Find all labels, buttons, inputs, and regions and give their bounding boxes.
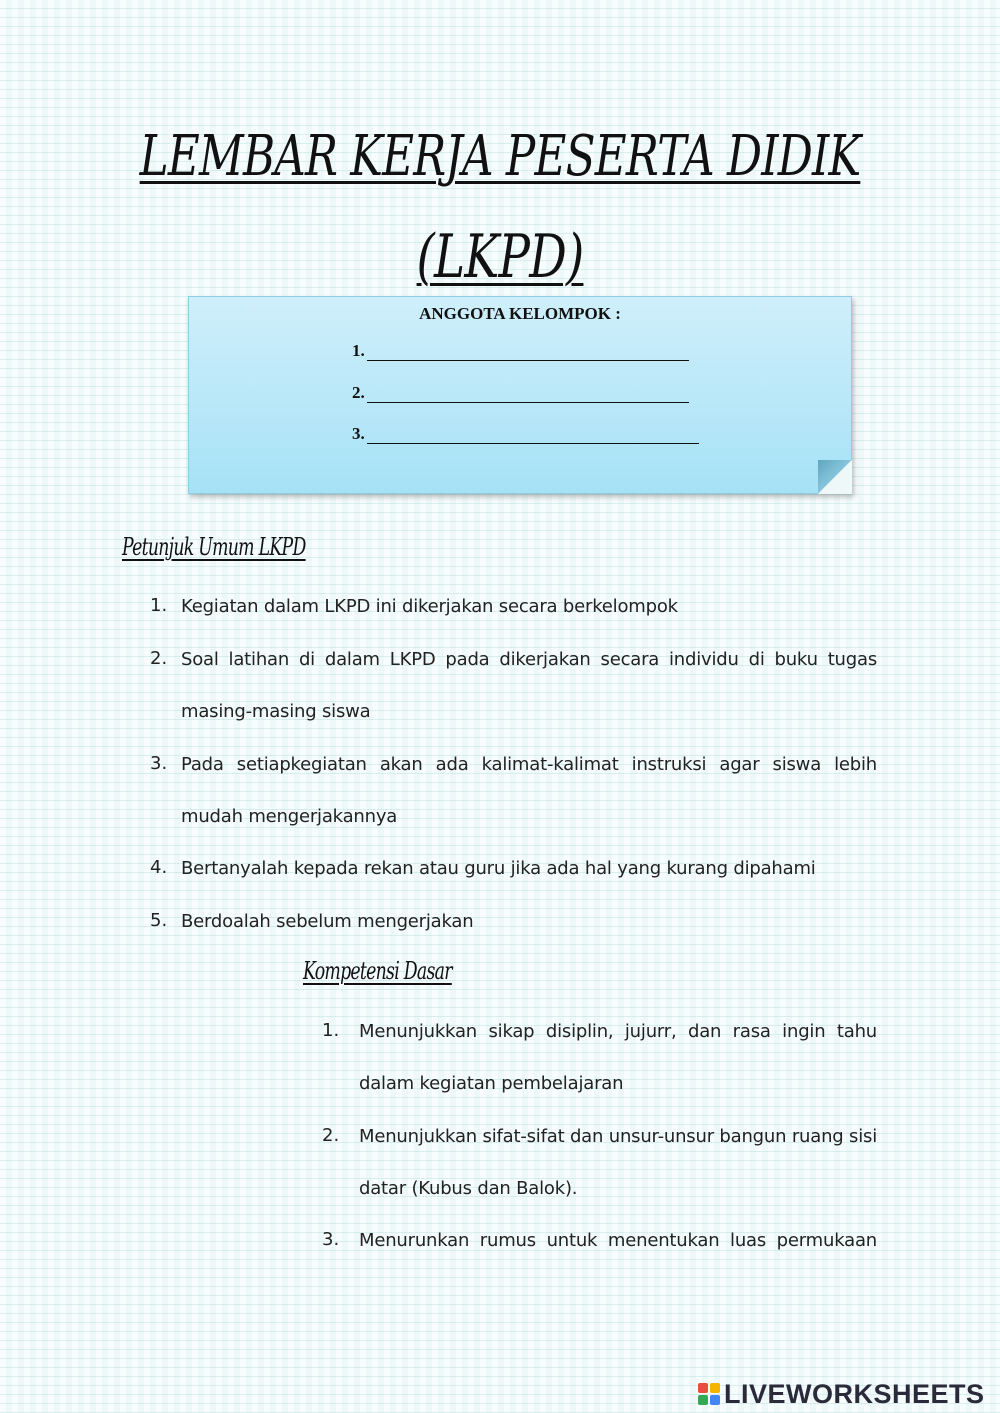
member-name-blank[interactable]: [367, 383, 689, 403]
list-item-number: 4.: [150, 857, 168, 878]
logo-square: [710, 1395, 720, 1405]
list-item: Pada setiapkegiatan akan ada kalimat-kalimat instruksi agar siswa lebih mudah mengerjakannya: [181, 754, 877, 827]
page-curl-decoration: [818, 460, 852, 494]
list-item: Berdoalah sebelum mengerjakan: [181, 911, 474, 932]
list-item-number: 5.: [150, 910, 168, 931]
member-name-blank[interactable]: [367, 341, 689, 361]
list-item: Bertanyalah kepada rekan atau guru jika ada hal yang kurang dipahami: [181, 858, 816, 879]
group-members-heading: ANGGOTA KELOMPOK :: [419, 304, 621, 323]
list-item: Kegiatan dalam LKPD ini dikerjakan secara berkelompok: [181, 596, 678, 617]
logo-square: [698, 1383, 708, 1393]
list-item-number: 3.: [150, 753, 168, 774]
list-item: Soal latihan di dalam LKPD pada dikerjakan secara individu di buku tugas masing-masing siswa: [181, 649, 877, 722]
logo-square: [698, 1395, 708, 1405]
list-item-number: 2.: [322, 1125, 340, 1146]
basic-competence-heading: Kompetensi Dasar: [303, 957, 452, 985]
list-item: Menunjukkan sifat-sifat dan unsur-unsur bangun ruang sisi datar (Kubus dan Balok).: [359, 1126, 877, 1199]
list-item-number: 1.: [322, 1020, 340, 1041]
list-item: Menurunkan rumus untuk menentukan luas permukaan: [359, 1230, 877, 1251]
logo-square: [710, 1383, 720, 1393]
worksheet-title: LEMBAR KERJA PESERTA DIDIK: [139, 124, 861, 189]
member-line-1[interactable]: [352, 341, 689, 361]
liveworksheets-logo: [698, 1380, 985, 1408]
general-instructions-heading: Petunjuk Umum LKPD: [122, 533, 306, 561]
member-line-3[interactable]: [352, 424, 699, 444]
member-line-number: 1.: [352, 341, 365, 360]
list-item-number: 1.: [150, 595, 168, 616]
list-item-number: 3.: [322, 1229, 340, 1250]
list-item: Menunjukkan sikap disiplin, jujurr, dan rasa ingin tahu dalam kegiatan pembelajaran: [359, 1021, 877, 1094]
member-line-number: 3.: [352, 424, 365, 443]
member-line-number: 2.: [352, 383, 365, 402]
member-line-2[interactable]: [352, 383, 689, 403]
logo-squares-icon: [698, 1383, 720, 1405]
worksheet-subtitle: (LKPD): [416, 222, 584, 292]
logo-text: LIVEWORKSHEETS: [724, 1378, 985, 1409]
member-name-blank[interactable]: [367, 424, 699, 444]
group-members-card: [188, 296, 852, 494]
list-item-number: 2.: [150, 648, 168, 669]
